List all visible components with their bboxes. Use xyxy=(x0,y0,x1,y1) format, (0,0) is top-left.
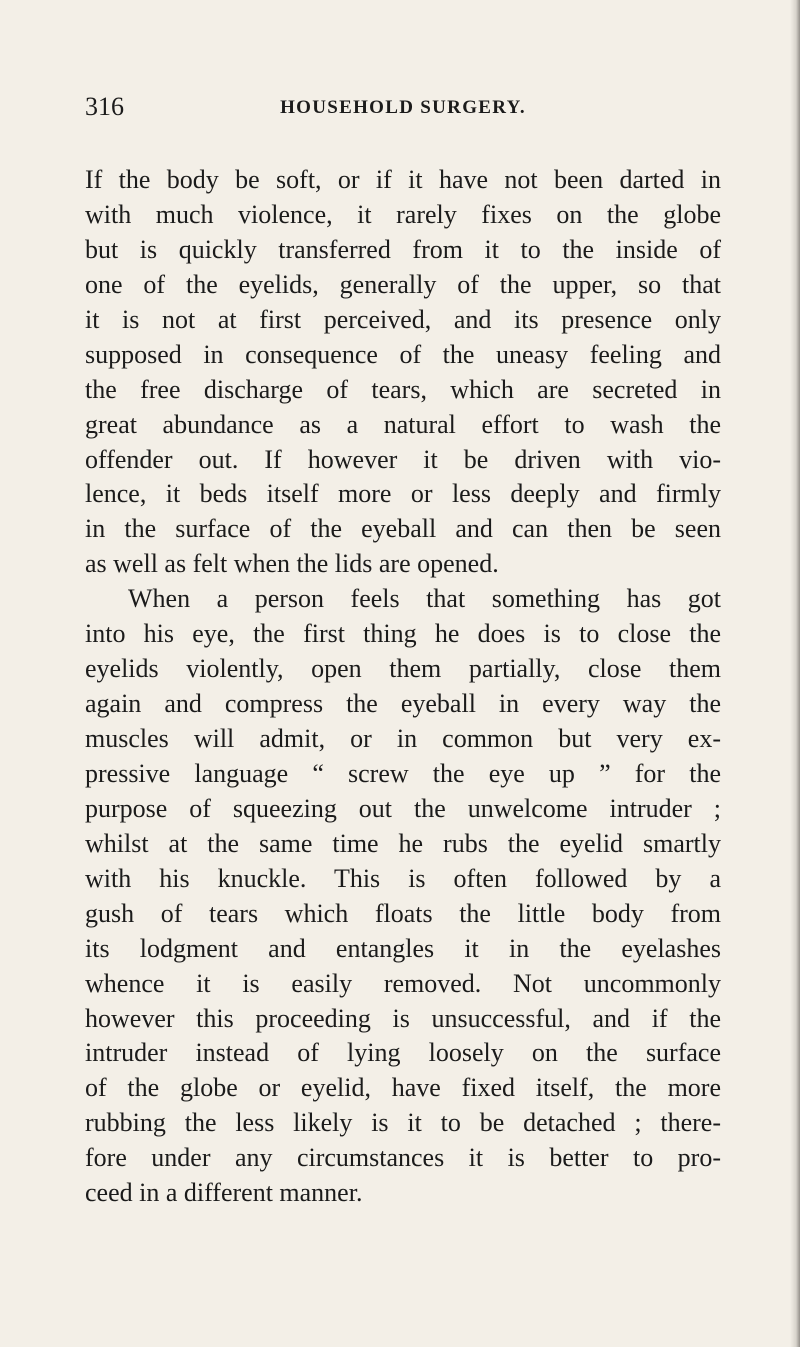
text-line: of the globe or eyelid, have fixed itself, the more xyxy=(85,1073,721,1103)
text-line: but is quickly transferred from it to the inside of xyxy=(85,234,721,264)
text-line: intruder instead of lying loosely on the surface xyxy=(85,1038,721,1068)
text-line: rubbing the less likely is it to be detached ; there- xyxy=(85,1108,721,1138)
text-line: If the body be soft, or if it have not been darted in xyxy=(85,165,721,194)
text-line: with his knuckle. This is often followed by a xyxy=(85,863,721,893)
text-line: purpose of squeezing out the unwelcome intruder ; xyxy=(85,793,721,823)
text-line: in the surface of the eyeball and can then be seen xyxy=(85,514,721,544)
text-line: great abundance as a natural effort to wash the xyxy=(85,409,721,439)
text-line: fore under any circumstances it is better to pro- xyxy=(85,1143,721,1173)
text-line: its lodgment and entangles it in the eyelashes xyxy=(85,933,721,963)
text-line: eyelids violently, open them partially, close them xyxy=(85,654,721,684)
text-line: as well as felt when the lids are opened. xyxy=(85,549,499,579)
text-line: muscles will admit, or in common but very ex- xyxy=(85,724,721,753)
page-edge-shadow xyxy=(790,0,800,1347)
text-line: offender out. If however it be driven with vio- xyxy=(85,444,721,474)
text-line: whence it is easily removed. Not uncommonly xyxy=(85,968,721,998)
text-line: with much violence, it rarely fixes on the globe xyxy=(85,199,721,229)
text-line: gush of tears which floats the little body from xyxy=(85,898,721,928)
page-number: 316 xyxy=(85,92,124,121)
text-line: again and compress the eyeball in every way the xyxy=(85,689,721,719)
text-line: whilst at the same time he rubs the eyelid smartly xyxy=(85,828,721,858)
text-line: however this proceeding is unsuccessful, and if the xyxy=(85,1003,721,1033)
text-line: into his eye, the first thing he does is to close the xyxy=(85,619,721,649)
page-header xyxy=(85,92,721,128)
text-line: pressive language “ screw the eye up ” for the xyxy=(85,758,721,788)
text-line: it is not at first perceived, and its presence only xyxy=(85,304,721,334)
text-line: the free discharge of tears, which are secreted in xyxy=(85,374,721,404)
body-text xyxy=(85,163,721,1211)
text-line: ceed in a different manner. xyxy=(85,1178,363,1208)
text-line: one of the eyelids, generally of the upper, so that xyxy=(85,269,721,299)
text-line: supposed in consequence of the uneasy feeling and xyxy=(85,339,721,369)
text-line: When a person feels that something has got xyxy=(128,584,721,614)
text-line: lence, it beds itself more or less deeply and firmly xyxy=(85,479,721,509)
running-title: HOUSEHOLD SURGERY. xyxy=(280,97,526,118)
